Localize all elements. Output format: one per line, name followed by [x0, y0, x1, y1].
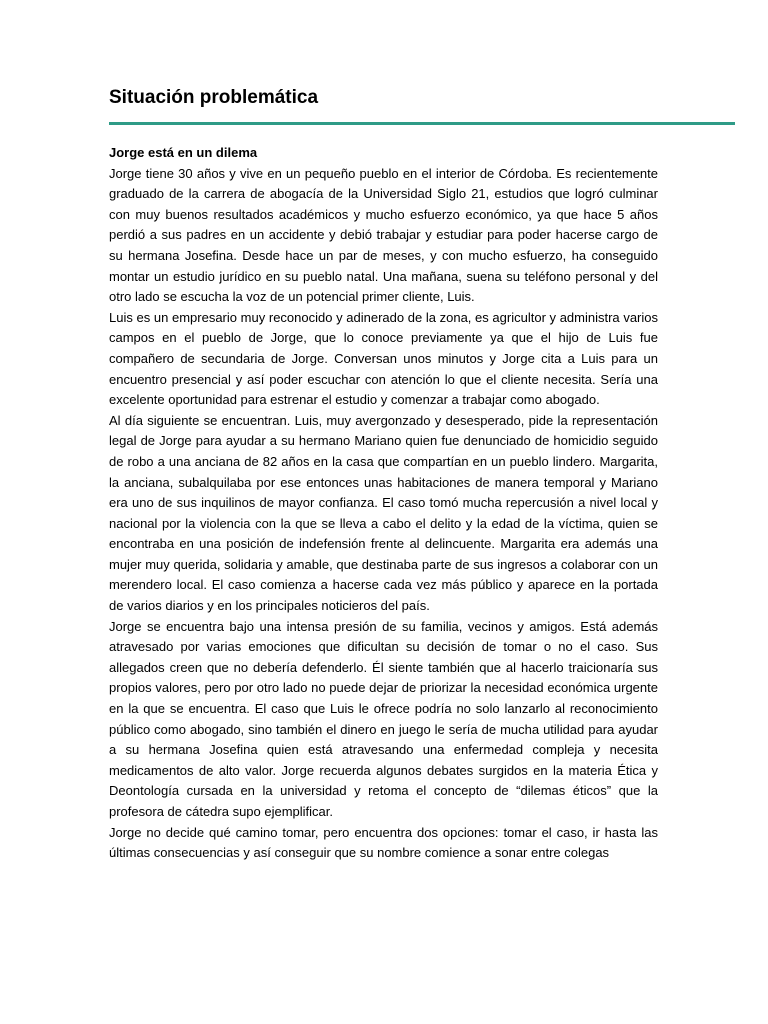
paragraph-5: Jorge no decide qué camino tomar, pero encuentra dos opciones: tomar el caso, ir hasta las últimas consecuencias y así conseguir que su nombre comience a sonar entre colegas	[109, 824, 658, 861]
paragraph-4: Jorge se encuentra bajo una intensa presión de su familia, vecinos y amigos. Está además atravesado por varias emociones que dificultan su decisión de tomar o no el caso. Sus allegados creen que no debería defenderlo. Él siente también que al hacerlo traicionaría sus propios valores, pero por otro lado no puede dejar de priorizar la necesidad económica urgente en la que se encuentra. El caso que Luis le ofrece podría no solo lanzarlo al reconocimiento público como abogado, sino también el dinero en juego le sería de mucha utilidad para ayudar a su hermana Josefina quien está atravesando una enfermedad compleja y necesita medicamentos de alto valor. Jorge recuerda algunos debates surgidos en la materia Ética y Deontología cursada en la universidad y retoma el concepto de “dilemas éticos” que la profesora de cátedra supo ejemplificar.	[109, 618, 658, 819]
section-subheading: Jorge está en un dilema	[109, 145, 258, 160]
page-title: Situación problemática	[109, 87, 319, 108]
paragraph-1: Jorge tiene 30 años y vive en un pequeño pueblo en el interior de Córdoba. Es recientemente graduado de la carrera de abogacía de la Universidad Siglo 21, estudios que logró culminar con muy buenos resultados académicos y mucho esfuerzo económico, ya que hace 5 años perdió a sus padres en un accidente y debió trabajar y estudiar para poder hacerse cargo de su hermana Josefina. Desde hace un par de meses, y con mucho esfuerzo, ha conseguido montar un estudio jurídico en su pueblo natal. Una mañana, suena su teléfono personal y del otro lado se escucha la voz de un potencial primer cliente, Luis.	[109, 165, 658, 305]
paragraph-3: Al día siguiente se encuentran. Luis, muy avergonzado y desesperado, pide la representación legal de Jorge para ayudar a su hermano Mariano quien fue denunciado de homicidio seguido de robo a una anciana de 82 años en la casa que compartían en un pueblo lindero. Margarita, la anciana, subalquilaba por ese entonces unas habitaciones de manera temporal y Mariano era uno de sus inquilinos de mayor confianza. El caso tomó mucha repercusión a nivel local y nacional por la violencia con la que se lleva a cabo el delito y la edad de la víctima, quien se encontraba en una posición de indefensión frente al delincuente. Margarita era además una mujer muy querida, solidaria y amable, que destinaba parte de sus ingresos a colaborar con un merendero local. El caso comienza a hacerse cada vez más público y aparece en la portada de varios diarios y en los principales noticieros del país.	[109, 412, 658, 614]
document-body	[109, 143, 658, 864]
title-divider	[109, 122, 735, 125]
paragraph-2: Luis es un empresario muy reconocido y adinerado de la zona, es agricultor y administra varios campos en el pueblo de Jorge, que lo conoce previamente ya que el hijo de Luis fue compañero de secundaria de Jorge. Conversan unos minutos y Jorge cita a Luis para un encuentro presencial y así poder escuchar con atención lo que el cliente necesita. Sería una excelente oportunidad para estrenar el estudio y comenzar a trabajar como abogado.	[109, 309, 658, 408]
